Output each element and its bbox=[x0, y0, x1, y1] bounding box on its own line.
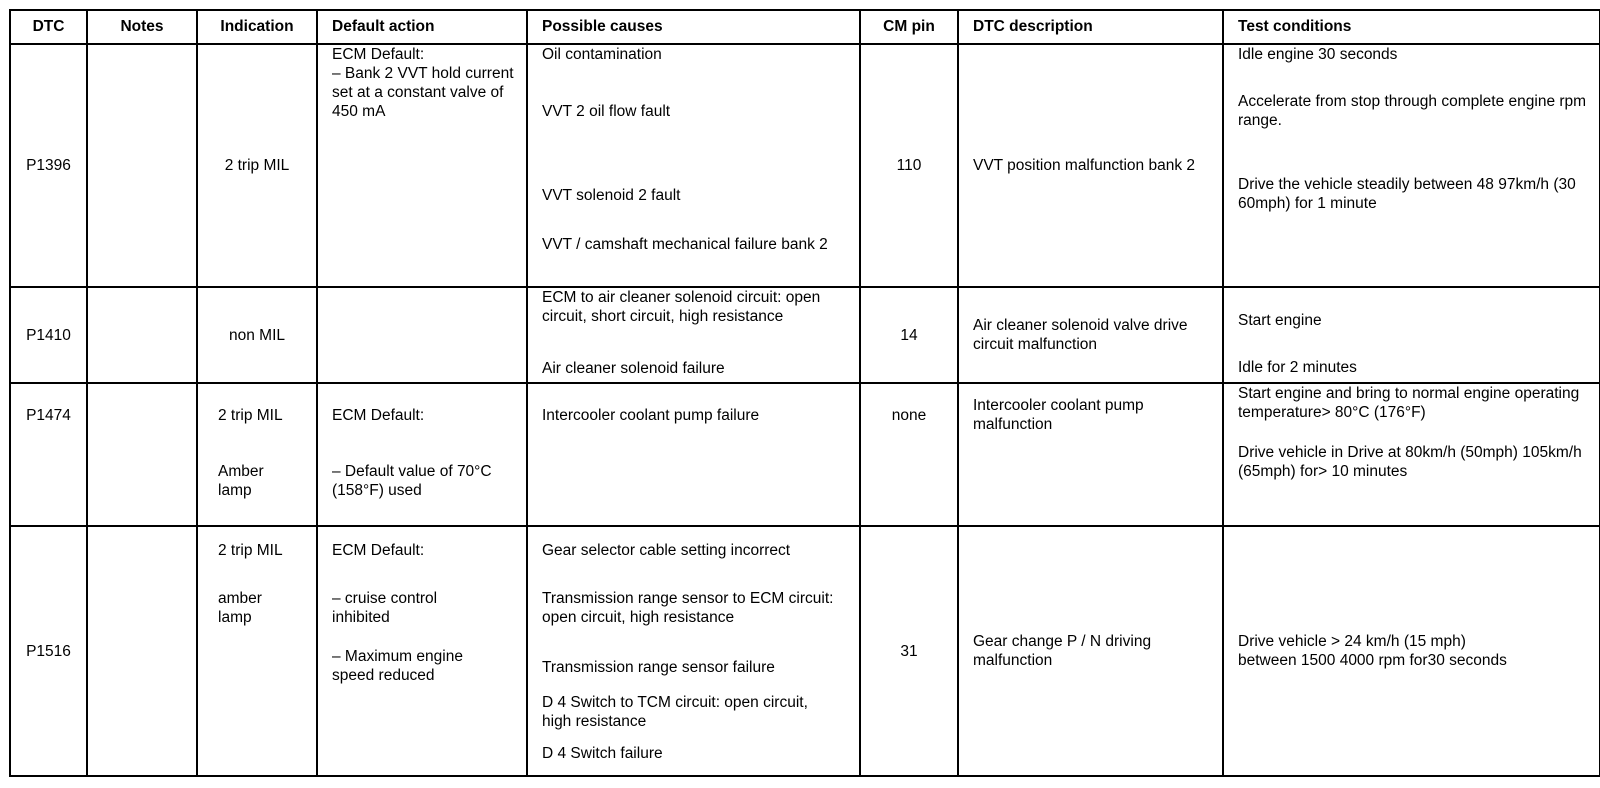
test-condition-item: Idle for 2 minutes bbox=[1238, 359, 1357, 377]
notes-cell bbox=[87, 383, 197, 526]
default-action-line: – cruise control inhibited bbox=[332, 590, 438, 627]
cause-item: VVT solenoid 2 fault bbox=[542, 186, 681, 204]
possible-causes-cell bbox=[527, 287, 860, 382]
indication-line: Amber lamp bbox=[218, 462, 264, 499]
possible-causes-cell bbox=[527, 383, 860, 526]
possible-causes-cell bbox=[527, 526, 860, 776]
default-action-cell bbox=[317, 287, 527, 382]
table-row bbox=[10, 526, 1600, 776]
header-dtc-description: DTC description bbox=[958, 10, 1223, 44]
indication-cell bbox=[197, 287, 317, 382]
indication-line: non MIL bbox=[228, 326, 285, 344]
indication-line: amber lamp bbox=[218, 590, 262, 627]
dtc-code bbox=[10, 383, 87, 526]
possible-causes-cell bbox=[527, 44, 860, 288]
dtc-code: P1396 bbox=[10, 44, 87, 288]
dtc-description-cell bbox=[958, 383, 1223, 526]
dtc-description-cell: VVT position malfunction bank 2 bbox=[958, 44, 1223, 288]
cause-item: Gear selector cable setting incorrect bbox=[542, 542, 791, 560]
test-condition-item: Idle engine 30 seconds bbox=[1238, 45, 1398, 63]
cause-item: VVT 2 oil flow fault bbox=[542, 102, 671, 120]
default-action-line: – Maximum engine speed reduced bbox=[332, 648, 463, 685]
indication-line: 2 trip MIL bbox=[224, 156, 290, 174]
header-indication: Indication bbox=[197, 10, 317, 44]
cm-pin-text: none bbox=[891, 406, 927, 424]
dtc-code: P1410 bbox=[10, 287, 87, 382]
default-action-cell bbox=[317, 44, 527, 288]
header-possible-causes: Possible causes bbox=[527, 10, 860, 44]
dtc-code: P1516 bbox=[10, 526, 87, 776]
header-test-conditions: Test conditions bbox=[1223, 10, 1600, 44]
notes-cell bbox=[87, 526, 197, 776]
default-action-line: ECM Default: bbox=[332, 542, 425, 560]
dtc-code-text: P1474 bbox=[26, 406, 71, 424]
cause-item: Oil contamination bbox=[542, 45, 662, 63]
notes-cell bbox=[87, 44, 197, 288]
dtc-description-text: Intercooler coolant pump malfunction bbox=[973, 396, 1144, 433]
test-condition-item: Start engine and bring to normal engine operating temperature> 80°C (176°F) bbox=[1238, 384, 1580, 421]
dtc-table bbox=[9, 9, 1600, 777]
test-condition-item: Drive the vehicle steadily between 48 97km/h (30 60mph) for 1 minute bbox=[1238, 175, 1576, 212]
cause-item: D 4 Switch to TCM circuit: open circuit, high resistance bbox=[542, 694, 808, 731]
test-conditions-cell bbox=[1223, 287, 1600, 382]
notes-cell bbox=[87, 287, 197, 382]
header-cm-pin: CM pin bbox=[860, 10, 958, 44]
dtc-description-cell: Air cleaner solenoid valve drive circuit malfunction bbox=[958, 287, 1223, 382]
indication-line: 2 trip MIL bbox=[218, 406, 283, 424]
indication-cell bbox=[197, 383, 317, 526]
cm-pin-cell: 14 bbox=[860, 287, 958, 382]
test-conditions-cell bbox=[1223, 526, 1600, 776]
test-condition-item: Drive vehicle in Drive at 80km/h (50mph) 105km/h (65mph) for> 10 minutes bbox=[1238, 443, 1582, 480]
cause-item: Transmission range sensor failure bbox=[542, 659, 775, 677]
default-action-line: ECM Default: bbox=[332, 45, 425, 63]
cause-item: Air cleaner solenoid failure bbox=[542, 360, 725, 378]
table-row bbox=[10, 383, 1600, 526]
indication-cell bbox=[197, 526, 317, 776]
table-row bbox=[10, 287, 1600, 382]
dtc-description-cell: Gear change P / N driving malfunction bbox=[958, 526, 1223, 776]
test-condition-item: Drive vehicle > 24 km/h (15 mph) between 1500 4000 rpm for30 seconds bbox=[1238, 633, 1507, 670]
cm-pin-cell bbox=[860, 383, 958, 526]
header-default-action: Default action bbox=[317, 10, 527, 44]
default-action-cell bbox=[317, 383, 527, 526]
default-action-line: – Default value of 70°C (158°F) used bbox=[332, 462, 492, 499]
cm-pin-cell: 31 bbox=[860, 526, 958, 776]
default-action-cell bbox=[317, 526, 527, 776]
test-condition-item: Accelerate from stop through complete engine rpm range. bbox=[1238, 92, 1587, 129]
default-action-line: ECM Default: bbox=[332, 406, 425, 424]
table-row bbox=[10, 44, 1600, 288]
test-condition-item: Start engine bbox=[1238, 312, 1322, 330]
cm-pin-cell: 110 bbox=[860, 44, 958, 288]
cause-item: Transmission range sensor to ECM circuit: open circuit, high resistance bbox=[542, 590, 834, 627]
header-dtc: DTC bbox=[10, 10, 87, 44]
indication-line: 2 trip MIL bbox=[218, 542, 283, 560]
cause-item: VVT / camshaft mechanical failure bank 2 bbox=[542, 235, 828, 253]
indication-cell bbox=[197, 44, 317, 288]
test-conditions-cell bbox=[1223, 44, 1600, 288]
cause-item: D 4 Switch failure bbox=[542, 745, 663, 763]
test-conditions-cell bbox=[1223, 383, 1600, 526]
header-notes: Notes bbox=[87, 10, 197, 44]
header-row bbox=[10, 10, 1600, 44]
cause-item: ECM to air cleaner solenoid circuit: open circuit, short circuit, high resistance bbox=[542, 289, 821, 326]
default-action-line: – Bank 2 VVT hold current set at a constant valve of 450 mA bbox=[332, 64, 514, 120]
cause-item: Intercooler coolant pump failure bbox=[542, 406, 760, 424]
